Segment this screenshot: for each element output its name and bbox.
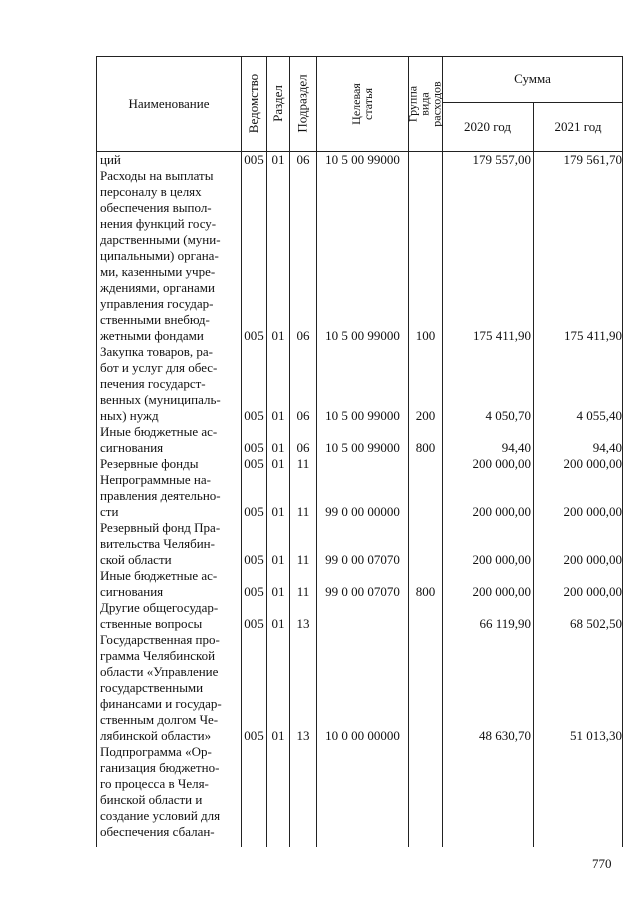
cell-sum-2021: 200 000,00 (563, 552, 622, 567)
row-name-line: обеспечения выпол- (100, 200, 212, 215)
header-vedomstvo: Ведомство (246, 73, 261, 134)
row-name (100, 472, 240, 520)
header-razdel: Раздел (270, 85, 285, 122)
cell-podrazdel: 11 (296, 552, 310, 567)
row-name-line: го процесса в Челя- (100, 776, 209, 791)
row-name (100, 424, 240, 456)
row-name-line: жетными фондами (100, 328, 204, 343)
cell-sum-2020: 200 000,00 (472, 456, 531, 471)
cell-sum-2020: 94,40 (501, 440, 531, 455)
row-name-line: управления государ- (100, 296, 214, 311)
cell-celevaya: 10 0 00 00000 (325, 728, 400, 743)
row-name-line: дарственными (муни- (100, 232, 221, 247)
row-name-line: Другие общегосудар- (100, 600, 219, 615)
row-name-line: сигнования (100, 440, 164, 455)
cell-gruppa: 100 (415, 328, 436, 343)
cell-celevaya: 10 5 00 99000 (325, 440, 400, 455)
row-name (100, 520, 240, 568)
cell-sum-2021: 200 000,00 (563, 504, 622, 519)
cell-razdel: 01 (271, 728, 285, 743)
row-name-line: Государственная про- (100, 632, 220, 647)
row-name-line: сигнования (100, 584, 164, 599)
cell-sum-2021: 51 013,30 (570, 728, 622, 743)
cell-gruppa: 200 (415, 408, 436, 423)
row-name-line: обеспечения сбалан- (100, 824, 215, 839)
row-name (100, 600, 240, 632)
cell-vedomstvo: 005 (244, 504, 264, 519)
cell-sum-2020: 4 050,70 (485, 408, 531, 423)
cell-razdel: 01 (271, 408, 285, 423)
cell-vedomstvo: 005 (244, 440, 264, 455)
row-name-line: области «Управление (100, 664, 219, 679)
row-name-line: финансами и государ- (100, 696, 222, 711)
row-name-line: ской области (100, 552, 172, 567)
cell-vedomstvo: 005 (244, 408, 264, 423)
cell-sum-2021: 68 502,50 (570, 616, 622, 631)
cell-vedomstvo: 005 (244, 152, 264, 167)
cell-sum-2021: 200 000,00 (563, 456, 622, 471)
cell-celevaya: 10 5 00 99000 (325, 408, 400, 423)
row-name-line: ных) нужд (100, 408, 159, 423)
cell-podrazdel: 11 (296, 504, 310, 519)
row-name-line: государственными (100, 680, 204, 695)
cell-gruppa: 800 (415, 584, 436, 599)
cell-podrazdel: 11 (296, 456, 310, 471)
cell-podrazdel: 06 (296, 152, 310, 167)
cell-celevaya: 99 0 00 07070 (325, 552, 400, 567)
row-name (100, 632, 240, 744)
cell-podrazdel: 11 (296, 584, 310, 599)
cell-razdel: 01 (271, 456, 285, 471)
row-name-line: Иные бюджетные ас- (100, 568, 218, 583)
row-name (100, 168, 240, 344)
row-name-line: грамма Челябинской (100, 648, 216, 663)
header-celevaya: Целевая статья (349, 82, 375, 125)
row-name-line: сти (100, 504, 119, 519)
cell-sum-2020: 179 557,00 (472, 152, 531, 167)
cell-razdel: 01 (271, 504, 285, 519)
row-name-line: Расходы на выплаты (100, 168, 214, 183)
header-name: Наименование (128, 96, 210, 111)
row-name-line: ственные вопросы (100, 616, 203, 631)
header-podrazdel: Подраздел (295, 74, 311, 133)
row-name-line: Закупка товаров, ра- (100, 344, 213, 359)
row-name-line: Резервные фонды (100, 456, 199, 471)
cell-sum-2021: 4 055,40 (576, 408, 622, 423)
cell-razdel: 01 (271, 552, 285, 567)
cell-vedomstvo: 005 (244, 552, 264, 567)
page-number: 770 (592, 856, 612, 871)
cell-sum-2020: 200 000,00 (472, 584, 531, 599)
row-name-line: Резервный фонд Пра- (100, 520, 221, 535)
row-name (100, 744, 240, 840)
cell-celevaya: 10 5 00 99000 (325, 328, 400, 343)
row-name (100, 344, 240, 424)
row-name-line: ждениями, органами (100, 280, 215, 295)
row-name-line: Подпрограмма «Ор- (100, 744, 212, 759)
cell-sum-2020: 200 000,00 (472, 552, 531, 567)
cell-podrazdel: 06 (296, 408, 310, 423)
cell-vedomstvo: 005 (244, 584, 264, 599)
cell-sum-2021: 200 000,00 (563, 584, 622, 599)
row-name-line: венных (муниципаль- (100, 392, 221, 407)
cell-gruppa: 800 (415, 440, 436, 455)
cell-vedomstvo: 005 (244, 728, 264, 743)
cell-celevaya: 99 0 00 00000 (325, 504, 400, 519)
row-name-line: ственным долгом Че- (100, 712, 219, 727)
row-name-line: бинской области и (100, 792, 203, 807)
cell-vedomstvo: 005 (244, 328, 264, 343)
row-name-line: Иные бюджетные ас- (100, 424, 218, 439)
cell-razdel: 01 (271, 584, 285, 599)
cell-razdel: 01 (271, 616, 285, 631)
cell-podrazdel: 13 (296, 728, 310, 743)
row-name-line: ми, казенными учре- (100, 264, 216, 279)
cell-razdel: 01 (271, 328, 285, 343)
cell-sum-2021: 179 561,70 (563, 152, 622, 167)
header-gruppa: Группа вида расходов (406, 80, 444, 127)
cell-vedomstvo: 005 (244, 616, 264, 631)
row-name-line: лябинской области» (100, 728, 212, 743)
cell-podrazdel: 06 (296, 440, 310, 455)
cell-celevaya: 99 0 00 07070 (325, 584, 400, 599)
cell-sum-2020: 48 630,70 (479, 728, 531, 743)
cell-podrazdel: 06 (296, 328, 310, 343)
row-name-line: Непрограммные на- (100, 472, 211, 487)
header-year-2021: 2021 год (554, 119, 602, 134)
row-name-line: ций (100, 152, 121, 167)
row-name-line: вительства Челябин- (100, 536, 215, 551)
cell-celevaya: 10 5 00 99000 (325, 152, 400, 167)
row-name-line: правления деятельно- (100, 488, 221, 503)
cell-razdel: 01 (271, 440, 285, 455)
cell-sum-2021: 94,40 (592, 440, 622, 455)
cell-razdel: 01 (271, 152, 285, 167)
cell-podrazdel: 13 (296, 616, 310, 631)
row-name (100, 568, 240, 600)
row-name-line: персоналу в целях (100, 184, 202, 199)
cell-vedomstvo: 005 (244, 456, 264, 471)
row-name-line: печения государст- (100, 376, 206, 391)
row-name-line: нения функций госу- (100, 216, 217, 231)
row-name-line: ганизация бюджетно- (100, 760, 220, 775)
row-name-line: создание условий для (100, 808, 221, 823)
header-year-2020: 2020 год (464, 119, 511, 134)
header-summa: Сумма (514, 71, 551, 86)
row-name-line: бот и услуг для обес- (100, 360, 218, 375)
cell-sum-2021: 175 411,90 (563, 328, 622, 343)
cell-sum-2020: 200 000,00 (472, 504, 531, 519)
row-name (100, 152, 240, 168)
row-name-line: ципальными) органа- (100, 248, 219, 263)
cell-sum-2020: 175 411,90 (472, 328, 531, 343)
row-name-line: ственными внебюд- (100, 312, 210, 327)
row-name (100, 456, 240, 472)
cell-sum-2020: 66 119,90 (479, 616, 531, 631)
